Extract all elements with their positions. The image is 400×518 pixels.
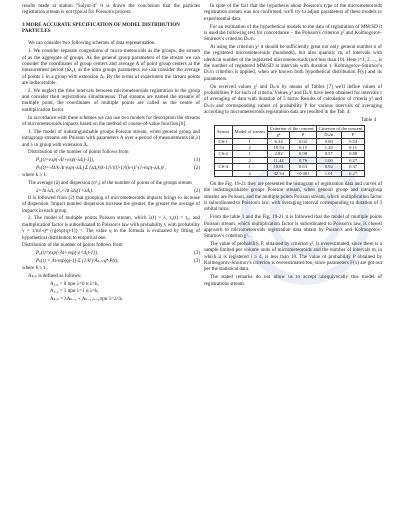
formula — [36, 258, 200, 264]
paragraph: 2. We neglect the time intervals between micrometeoroids registration in the group and consider their registrations simultaneous. That streams are named the streams of multiple point, the coordinates of multiple points are called as the centre of multiplication factor. — [22, 87, 200, 113]
formula-number: (2) — [194, 187, 200, 194]
formula — [36, 165, 200, 171]
table-cell: 1 — [232, 164, 267, 170]
definition-line: Aₖ,ₙ = λAₖ₋₁ + Aₖ₋₁,ₙ₋₁при 1<λ<k. — [50, 296, 124, 303]
table-subheader: χ² — [267, 132, 289, 138]
table-cell: 0.02 — [290, 138, 316, 144]
formula — [36, 188, 200, 194]
table-cell: 10.81 — [267, 164, 289, 170]
paragraph: On the Fig. 19-21 they are presented the histogram of registration data and curves of the indistinguishable groups Poisson stream, when general group and intragroup streams are Poisson, and the multiple points Poisson stream, which multiplication factor is subordinated to Poisson's law, with averaging interval corresponding to duration of 3 orbital turns. — [204, 180, 382, 213]
formula-number: (3) — [194, 250, 200, 257]
definition-line: A₁,₀ = 0 при λ=0 и λ>k, — [50, 280, 99, 287]
formula — [36, 157, 200, 163]
table-cell: 1.20 — [316, 144, 341, 150]
table-body — [215, 138, 365, 176]
formula-text: Pₖ(t)=-Λt/k·Λt·exp(-λΔᵢ)·Σ (λΔᵢ)ⁱ(k-1)!/i!(i-1)!(k-i)!·(1-exp(-λΔᵢ))ⁱ, — [36, 164, 166, 171]
table-cell: 0.27 — [341, 170, 365, 176]
paragraph: At using the criterion χ² it should be sufficiently great not only general number n of the registered micrometeoroids (hundreds), but also quantity mᵢ of intervals with identical number of the registered micrometeoroids (not less than 10). Here i=1, 2, ..., is the number of registered MM/SD at intervals with duration τ. Kolmogorov-Smirnov's Dₙ/n criterion is applied, when are known both hypothetical distribution F(y) and its parameters. — [204, 44, 382, 82]
formula-text: Pₖ(t) = Λt/exp(q)-1]·Σ (1/k!)·Aₖ,ₙ·qⁿ·P(t), — [36, 257, 119, 264]
paragraph: From the table 1 and the Fig. 19-21 it is followed that the model of multiple points Poisson stream, which multiplication factor is subordinated to Poisson's law, is closest approach to micrometeoroids registration data obtain by Poison's and Kolmogorov-Smirnov's criterion χ². — [204, 214, 382, 240]
table-cell: CS-4 — [215, 164, 233, 170]
paragraph: 2. The model of multiple points Poisson stream, which λ(t) = λ, τ₀(t) = τ₀, and multiplication factor is subordinated to Poisson's law with probability v with probability v = 1/m!·qᵐ·{η[exp(q)-1]}⁻¹. The value q in the formula is evaluated by fitting of hypothetical distribution to empirical one. — [22, 215, 200, 241]
formula-number: (3) — [194, 257, 200, 264]
table-cell: 0.89 — [341, 151, 365, 157]
formula-text: ā=Λt·λΔᵢ, σ²ₐ=Λt·λΔᵢ(1+λΔᵢ). — [36, 187, 94, 194]
paragraph: where k ≥ 1. — [22, 171, 48, 178]
section-heading: 3 MORE ACCURATE SPECIFICATION OF MODEL DISTRIBUTION PARTICLES — [22, 21, 180, 35]
formula — [36, 250, 200, 256]
table-cell — [215, 170, 233, 176]
table-cell: 0.92 — [316, 164, 341, 170]
table-subheader: Dₙ/n — [316, 132, 341, 138]
table-subheader: P — [290, 132, 316, 138]
paragraph: The value of probability P, obtained by criterion χ², is overestimated, since there is a sample limited per volume units of micrometeoroids and the number of intervals mᵢ in which it is registered i ≥ 4, is less than 10. The value of probability P obtained by Kolmogorov-Smirnov's criterion is overestimated too, since parameters F(x) are got out per the statistical data. — [204, 241, 382, 273]
paragraph: 1. We consider separate congestions of micro-meteoroids as the groups, the stream of as the aggregate of groups. As the general group parameters of the stream we can consider the coordinates of group centers and average A of point group centers at the measurement period (δλ₀), as the intra groups parameters we can consider the average of points λ in a group with extension Δᵢ. By the terms of experiment the stream points are indiscernible. — [22, 48, 200, 86]
paragraph: Distribution of the number of points follows from — [28, 149, 129, 156]
paragraph: Aₖ,ₙ is defined as follows: — [28, 272, 82, 279]
table-cell: 11.42 — [267, 157, 289, 163]
formula-number: (2) — [194, 164, 200, 171]
formula-text: P₀(t)=exp(-Λt+exp(-λΔᵢ)-1]), — [36, 157, 95, 164]
table-cell: 0.63 — [290, 164, 316, 170]
table-cell: 1.00 — [316, 157, 341, 163]
paragraph: where k ≥ 1, — [22, 264, 48, 271]
table-cell: 0.54 — [341, 138, 365, 144]
table-cell: 0.15 — [290, 144, 316, 150]
paragraph: We can consider two following schemes of data representation. — [28, 40, 156, 47]
left-column — [22, 3, 200, 304]
table-cell: 18.54 — [267, 144, 289, 150]
table-row — [215, 170, 365, 176]
paragraph: In spite of the fact that the hypothesis about Poisson's type of the micrometeoroids registration stream was not confirmed, we'll try to adjust parameters of these models to experimental data. — [204, 3, 382, 22]
table-cell: 1.01 — [316, 170, 341, 176]
table-header: Criterion of the concent — [267, 125, 316, 131]
formula-number: (1) — [194, 157, 200, 164]
table-cell: 0.27 — [341, 157, 365, 163]
table-cell: 1 — [232, 138, 267, 144]
paragraph: For an estimation of the hypothetical models to the data of registration of MM/SD it is used the following test for concordance – the Poisson's criterion χ² and Kolmogorov-Smirnov's criterion Dₙ/n. — [204, 23, 382, 43]
table-subheader: P — [341, 132, 365, 138]
table-cell: 0.98 — [290, 151, 316, 157]
definition-line: A₁,₁ = 1 при λ=1 и λ=k, — [50, 288, 99, 295]
table-cell: 42.34 — [267, 170, 289, 176]
paragraph: In accordance with these schemes we can use two models for description the streams of micrometeoroids impacts based on the method of course-of-value function [6]. — [22, 114, 200, 127]
table-cell: 0.76 — [290, 157, 316, 163]
table-cell: 2 — [232, 170, 267, 176]
table-header: Model of stream — [232, 125, 267, 138]
table-cell: 0.11 — [341, 144, 365, 150]
table-cell: 0.57 — [316, 151, 341, 157]
table-header: Sensor — [215, 125, 233, 138]
table-cell: CS-2 — [215, 151, 233, 157]
table-cell: 2 — [232, 157, 267, 163]
table-header: Criterion of the concent — [316, 125, 365, 131]
table-cell: 1 — [232, 151, 267, 157]
table-header-row — [215, 125, 365, 131]
paragraph: It is followed from (2) that grouping of micrometeoroids impacts brings to increase of dispersion. Impact number dispersion increase the greater, the greater the average of impacts in each group. — [22, 194, 200, 214]
intro-paragraph: results made at station "Salyut-4" it is drawn the conclusion that the particles registration stream is not typical for Poisson's process. — [22, 3, 200, 16]
paragraph: 1. The model of indistinguishable groups Poisson stream, when general group and intragroup streams are Poisson with parameters A over a period of measurements (δt,λ) and λ in group with extension Δᵢ. — [22, 128, 200, 148]
paragraph: The average (ā) and dispersion (σ²ₐ) of the number of points of the groups stream — [28, 179, 192, 186]
paragraph: The stated remarks do not allow us to accept unequivocally this model of registrations stream. — [204, 274, 382, 287]
right-column — [204, 3, 382, 288]
table-cell: 2.82 — [267, 151, 289, 157]
table-cell: CS-1 — [215, 138, 233, 144]
table-cell: <0.001 — [290, 170, 316, 176]
table-cell: 6.34 — [267, 138, 289, 144]
table-cell: 0.80 — [316, 138, 341, 144]
formula-text: P₀(t)=exp{-Λt+exp(-λ=Δᵢ)-1]}, — [36, 250, 99, 257]
results-table — [214, 125, 365, 177]
paragraph: On received values χ² and Dₙ/n by means of Tables [7] we'll define values of probabilities P for each of criteria. Values χ² and Dₙ/n have been obtained for intervals τ of averaging of data with duration of 5 turns. Results of calculation of criteria χ² and Dₙ/n and corresponding values of probability P for various intervals of averaging according to micrometeoroids registration data are resulted in the Tab. 4. — [204, 83, 382, 115]
table-caption: Table 4 — [361, 117, 376, 124]
table-cell: 2 — [232, 144, 267, 150]
table-cell: 0.37 — [341, 164, 365, 170]
paragraph: Distribution of the number of points follows from — [22, 242, 123, 249]
